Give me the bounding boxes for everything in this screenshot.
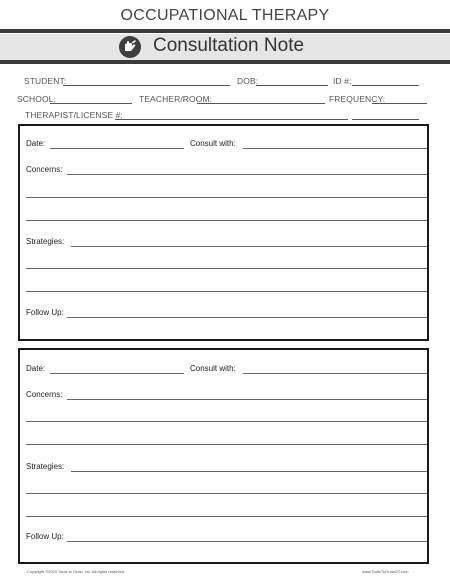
follow-up-label-2: Follow Up: xyxy=(26,532,64,541)
id-field[interactable] xyxy=(352,85,419,86)
strategies-line-2b[interactable] xyxy=(26,493,427,494)
teacher-room-field[interactable] xyxy=(197,103,325,104)
hand-pencil-glyph xyxy=(119,36,141,58)
student-field[interactable] xyxy=(63,85,230,86)
form-title: OCCUPATIONAL THERAPY xyxy=(120,7,330,24)
strategies-line-2c[interactable] xyxy=(26,516,427,517)
date-label-2: Date: xyxy=(26,364,46,373)
teacher-room-label: TEACHER/ROOM: xyxy=(139,94,213,104)
school-label: SCHOOL: xyxy=(17,94,56,104)
website-link[interactable]: www.ToolsToGrowOT.com xyxy=(362,569,409,574)
title-divider xyxy=(0,29,450,33)
frequency-label: FREQUENCY: xyxy=(329,94,386,104)
strategies-line-1c[interactable] xyxy=(26,291,427,292)
concerns-line-2c[interactable] xyxy=(26,444,427,445)
strategies-line-1b[interactable] xyxy=(26,268,427,269)
banner-divider xyxy=(0,60,450,64)
concerns-field-1[interactable] xyxy=(67,174,427,175)
consult-card-2 xyxy=(18,348,429,564)
strategies-label-2: Strategies: xyxy=(26,462,65,471)
date-field-1[interactable] xyxy=(50,148,184,149)
concerns-label-2: Concerns: xyxy=(26,390,63,399)
therapist-label: THERAPIST/LICENSE #: xyxy=(25,110,123,120)
follow-up-label-1: Follow Up: xyxy=(26,308,64,317)
concerns-label-1: Concerns: xyxy=(26,165,63,174)
date-label-1: Date: xyxy=(26,139,46,148)
consult-with-field-2[interactable] xyxy=(243,373,427,374)
concerns-line-1c[interactable] xyxy=(26,220,427,221)
concerns-line-2b[interactable] xyxy=(26,421,427,422)
concerns-line-1b[interactable] xyxy=(26,197,427,198)
strategies-field-1[interactable] xyxy=(71,246,427,247)
consult-with-label-2: Consult with: xyxy=(190,364,236,373)
consult-card-1 xyxy=(18,124,429,341)
dob-field[interactable] xyxy=(256,85,328,86)
consult-with-field-1[interactable] xyxy=(243,148,427,149)
date-field-2[interactable] xyxy=(50,373,184,374)
id-label: ID #: xyxy=(333,76,352,86)
dob-label: DOB: xyxy=(237,76,259,86)
hand-pencil-icon xyxy=(119,36,141,58)
concerns-field-2[interactable] xyxy=(67,399,427,400)
follow-up-field-1[interactable] xyxy=(67,317,427,318)
school-field[interactable] xyxy=(50,103,132,104)
strategies-field-2[interactable] xyxy=(71,471,427,472)
strategies-label-1: Strategies: xyxy=(26,237,65,246)
therapist-field[interactable] xyxy=(115,119,348,120)
form-subtitle: Consultation Note xyxy=(153,35,305,56)
student-label: STUDENT: xyxy=(24,76,67,86)
follow-up-field-2[interactable] xyxy=(67,541,427,542)
copyright-text: Copyright ©2020 Tools to Grow, Inc. All rights reserved. xyxy=(27,569,126,574)
license-field[interactable] xyxy=(352,119,419,120)
frequency-field[interactable] xyxy=(372,103,427,104)
consult-with-label-1: Consult with: xyxy=(190,139,236,148)
